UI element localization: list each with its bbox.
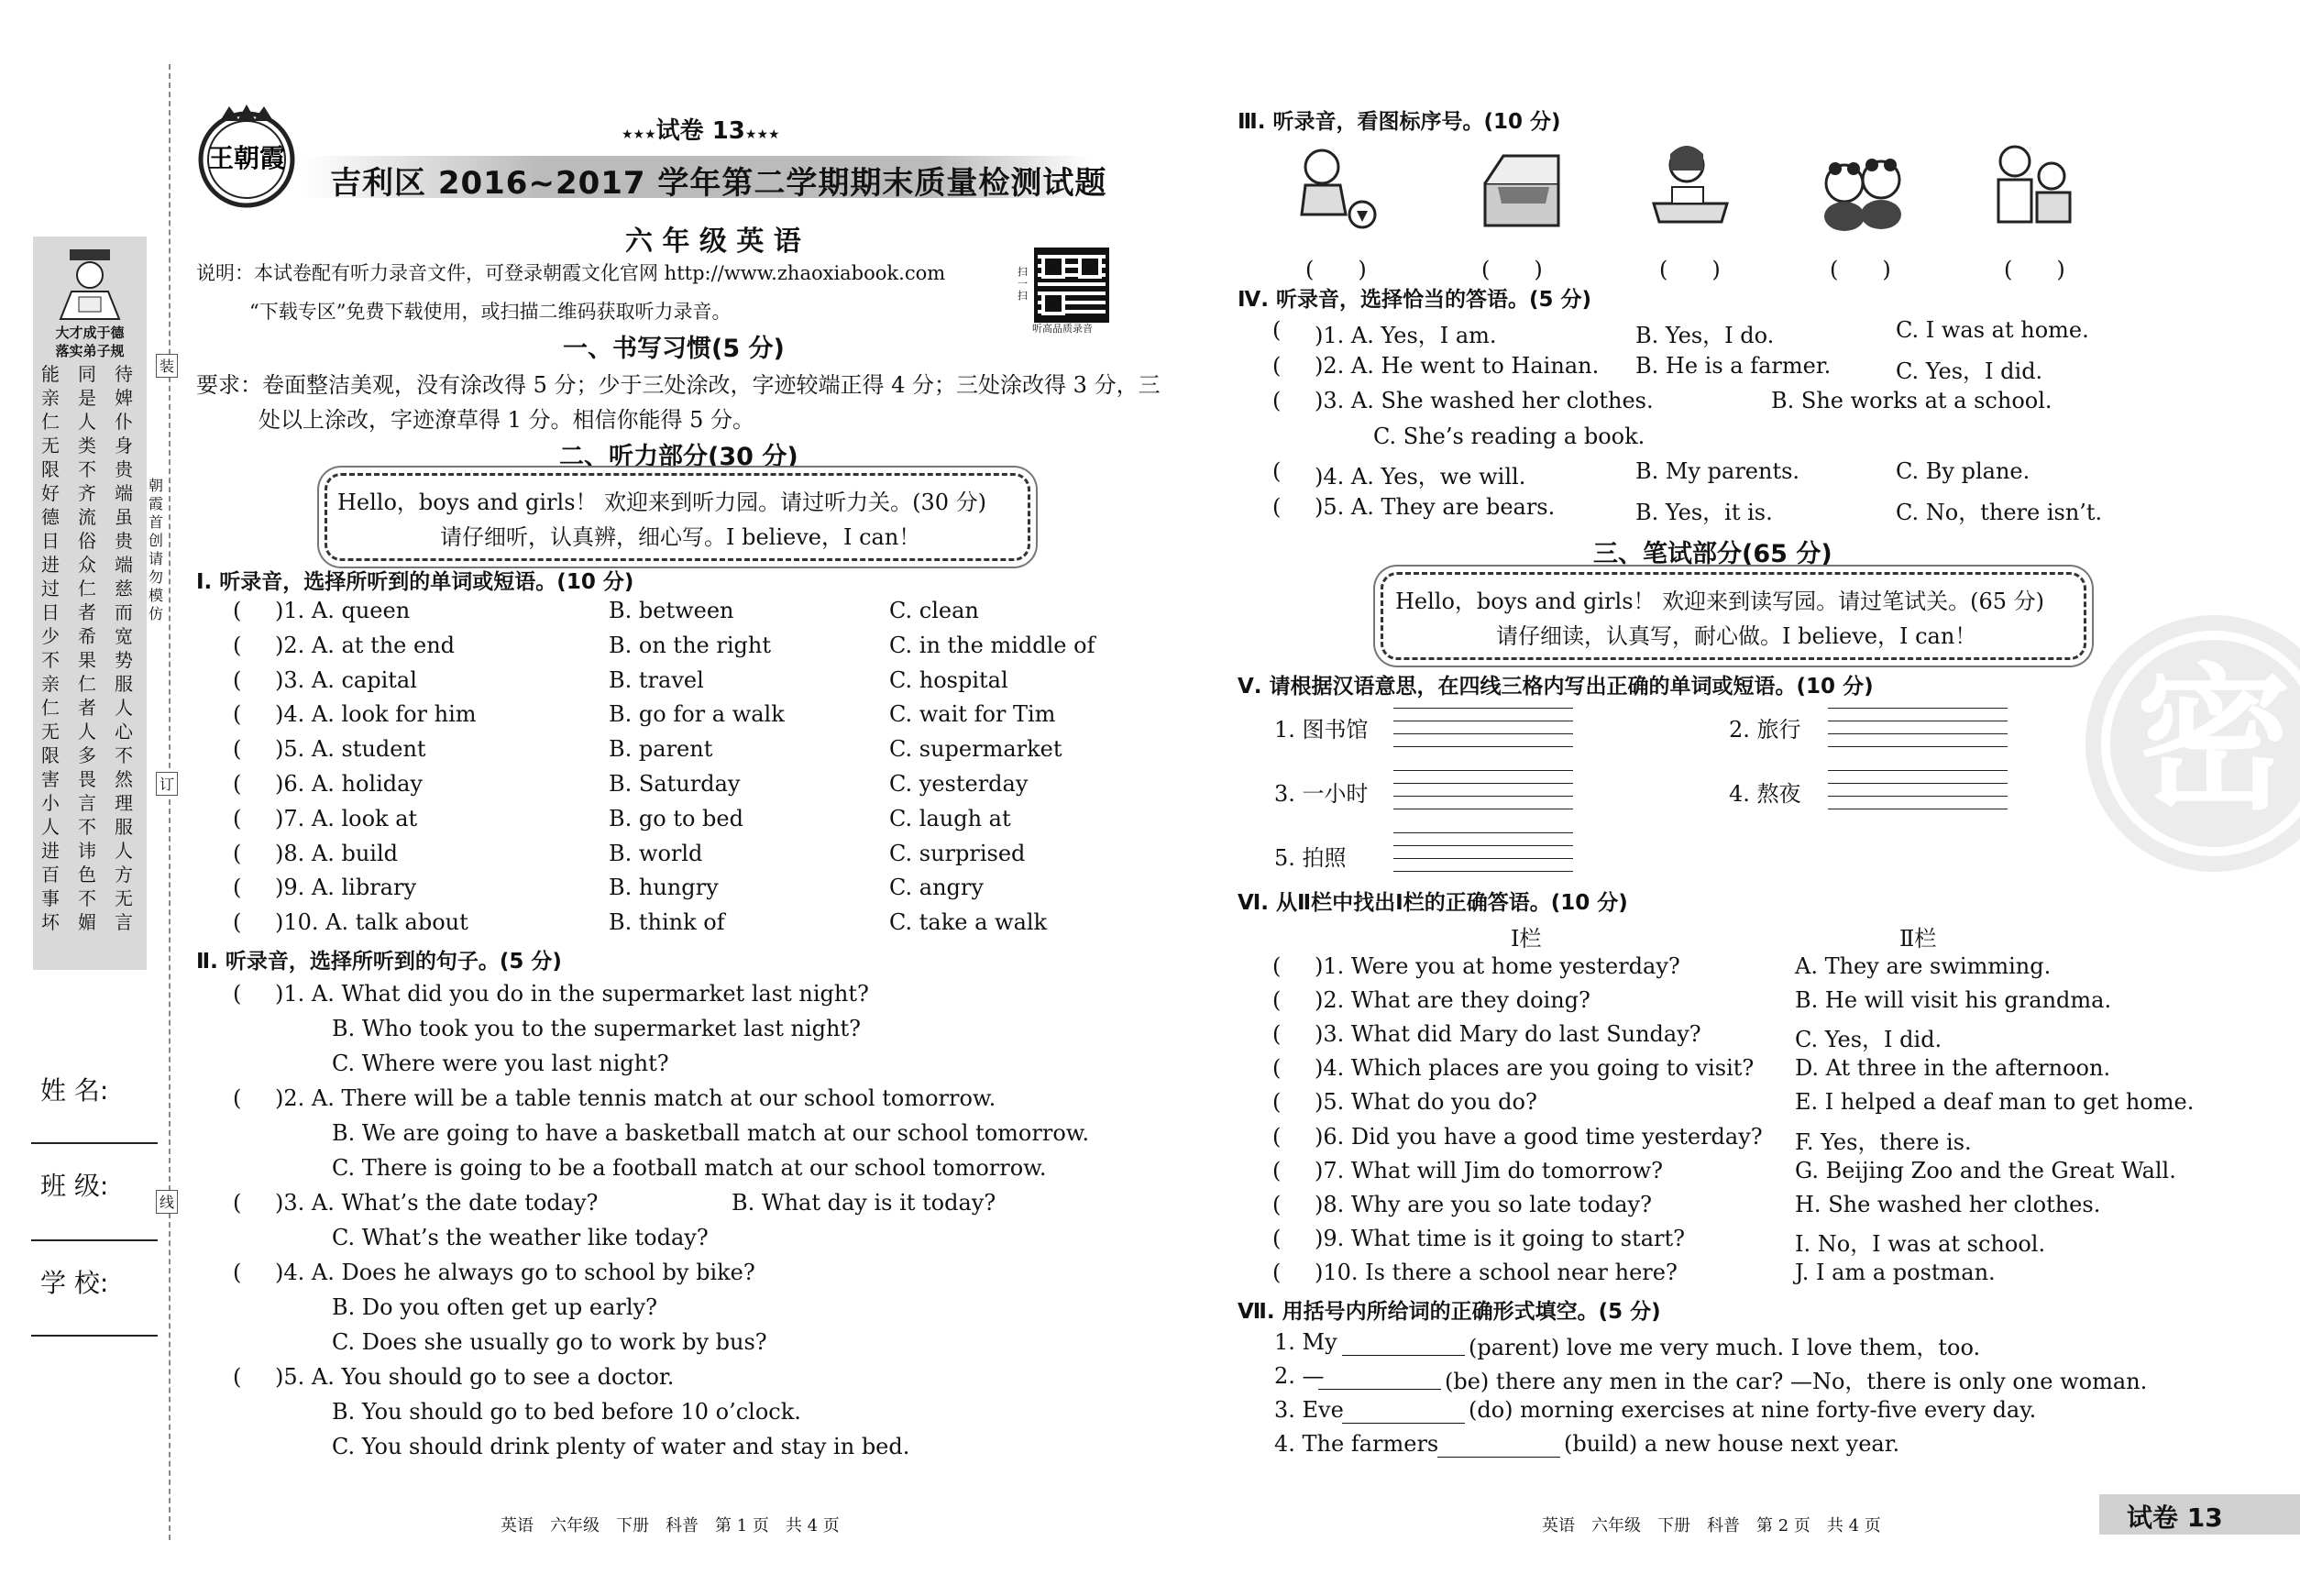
list-item-b: B. Yes，I do. [1635,323,1775,348]
name-field[interactable] [31,1142,158,1144]
note-line-2: “下载专区”免费下载使用，或扫描二维码获取听力录音。 [249,301,732,323]
class-label: 班 级: [40,1171,109,1201]
list-item-b: B. between [609,598,734,623]
binding-strip-text: 朝霞首创 请勿模仿 [149,477,164,622]
part-IV-title: Ⅳ. 听录音，选择恰当的答语。(5 分) [1238,288,1592,312]
subject-title: 六 年 级 英 语 [625,226,801,258]
list-item-a: )4. A. Yes，we will. [1315,464,1526,490]
school-label: 学 校: [40,1268,109,1298]
list-item-num: )2. A. at the end [275,632,456,658]
pandas-picture [1819,143,1910,235]
answer-paren[interactable]: ( [233,598,242,623]
girl-reading-picture [1645,139,1736,231]
watermark-text: 密 [2135,650,2293,831]
answer-paren[interactable]: ( [233,736,242,763]
exam-title: 吉利区 2016~2017 学年第二学期期末质量检测试题 [330,165,1107,202]
list-item-num: )3. A. capital [275,666,417,693]
list-item-num: )1. A. queen [275,598,411,623]
left-page-footer: 英语 六年级 下册 科普 第 1 页 共 4 页 [501,1516,840,1535]
writing-lines-3[interactable] [1393,770,1573,814]
name-label: 姓 名: [40,1075,109,1106]
right-page-footer: 英语 六年级 下册 科普 第 2 页 共 4 页 [1542,1516,1881,1535]
writing-intro-line-2: 请仔细读，认真写，耐心做。I believe，I can！ [1496,623,1977,649]
writing-lines-4[interactable] [1828,770,2008,814]
vocab-prompt-3: 3. 一小时 [1274,781,1369,807]
writing-intro-line-1: Hello，boys and girls！ 欢迎来到读写园。请过笔试关。(65 分) [1395,589,2045,614]
svg-text:王朝霞: 王朝霞 [207,143,286,173]
list-item-b: B. My parents. [1635,458,1800,485]
table-row-q: )10. Is there a school near here? [1315,1259,1678,1285]
answer-paren[interactable]: ( [1272,1123,1282,1150]
writing-lines-5[interactable] [1393,832,1573,876]
list-item-c: C. laugh at [889,805,1011,831]
list-item-b: B. go for a walk [609,701,785,728]
table-row-q: )8. Why are you so late today? [1315,1191,1652,1217]
picture-answer-4[interactable]: ( ) [1830,257,1891,282]
answer-paren[interactable]: ( [1272,388,1282,414]
list-item-c: C. I was at home. [1896,317,2089,343]
answer-paren[interactable]: ( [1272,987,1282,1014]
class-field[interactable] [31,1239,158,1241]
list-item-a: )2. A. He went to Hainan. [1315,352,1600,379]
writing-lines-2[interactable] [1828,708,2008,752]
open-box-picture [1476,147,1568,238]
answer-paren[interactable]: ( [1272,494,1282,520]
answer-paren[interactable]: ( [1272,1055,1282,1082]
paper-tag: ★★★试卷 13★★★ [622,117,780,145]
binding-seal-3: 线 [156,1190,178,1214]
list-item-num: )8. A. build [275,840,399,866]
sidebar-verse-col: 待婢仆身贵端虽贵端慈而宽势服人心不然理服人方无言 [115,363,133,933]
table-row-q: )9. What time is it going to start? [1315,1225,1685,1251]
listening-intro-line-1: Hello，boys and girls！ 欢迎来到听力园。请过听力关。(30 分) [337,490,987,515]
answer-paren[interactable]: ( [1272,953,1282,979]
sidebar-verse-col: 能亲仁无限好德日进过日少不亲仁无限害小人进百事坏 [41,363,60,933]
part-I-title: Ⅰ. 听录音，选择所听到的单词或短语。(10 分) [196,570,634,594]
list-item-b: B. think of [609,909,725,936]
vocab-prompt-1: 1. 图书馆 [1274,717,1369,743]
section-1-text-1: 要求：卷面整洁美观，没有涂改得 5 分；少于三处涂改，字迹较端正得 4 分；三处涂改得 3 分，三 [196,372,1161,398]
list-item-a: C. She’s reading a book. [1373,423,1645,449]
list-item-c: C. angry [889,875,984,901]
list-item-b: B. on the right [609,632,771,658]
table-row-a: C. Yes，I did. [1795,1027,1942,1053]
picture-answer-5[interactable]: ( ) [2004,257,2065,282]
answer-paren[interactable]: ( [1272,1191,1282,1217]
table-row-a: F. Yes，there is. [1795,1128,1972,1155]
column-I-header: Ⅰ栏 [1511,926,1542,952]
list-item-b: B. Saturday [609,771,741,797]
qr-side-label: 扫一扫 [1018,266,1028,302]
answer-paren[interactable]: ( [1272,1259,1282,1285]
part-VI-title: Ⅵ. 从Ⅱ栏中找出Ⅰ栏的正确答语。(10 分) [1238,891,1628,915]
answer-paren[interactable]: ( [233,701,242,728]
table-row-q: )1. Were you at home yesterday? [1315,953,1680,979]
picture-answer-3[interactable]: ( ) [1659,257,1721,282]
answer-paren[interactable]: ( [233,909,242,936]
scholar-figure [51,246,128,321]
list-item-b: B. hungry [609,875,719,901]
fill-blank-1[interactable] [1342,1329,1465,1356]
paper-tag-text: 试卷 13 [655,117,745,145]
sidebar-motto-2: 落实弟子规 [55,343,125,359]
table-row-a: H. She washed her clothes. [1795,1191,2101,1217]
answer-paren[interactable]: ( [233,875,242,901]
list-item-num: )7. A. look at [275,805,418,831]
list-item-b: B. go to bed [609,805,743,831]
section-3-title: 三、笔试部分(65 分) [1593,540,1832,568]
fill-blank-4[interactable] [1437,1431,1560,1458]
list-item-c: C. wait for Tim [889,701,1056,728]
list-item-num: )5. A. student [275,736,426,763]
answer-paren[interactable]: ( [1272,1021,1282,1048]
table-row-q: )2. What are they doing? [1315,987,1590,1014]
list-item-b: B. He is a farmer. [1635,352,1832,379]
part-V-title: Ⅴ. 请根据汉语意思，在四线三格内写出正确的单词或短语。(10 分) [1238,675,1874,699]
section-1-title: 一、书写习惯(5 分) [563,335,785,363]
vocab-prompt-4: 4. 熬夜 [1729,781,1801,807]
binding-seal-1: 装 [156,354,178,378]
vocab-prompt-2: 2. 旅行 [1729,717,1801,743]
listening-intro-line-2: 请仔细听，认真辨，细心写。I believe，I can！ [440,524,921,550]
part-VII-title: Ⅶ. 用括号内所给词的正确形式填空。(5 分) [1238,1300,1661,1324]
answer-paren[interactable]: ( [1272,1089,1282,1116]
list-item-num: )10. A. talk about [275,909,468,936]
list-item-a: )3. A. She washed her clothes. [1315,388,1654,414]
answer-paren[interactable]: ( [233,805,242,831]
list-item-c: C. yesterday [889,771,1029,797]
picture-answer-2[interactable]: ( ) [1481,257,1543,282]
answer-paren[interactable]: ( [233,771,242,797]
list-item-a: )5. A. They are bears. [1315,494,1556,520]
list-item-num: )4. A. look for him [275,701,477,728]
list-item-c: C. hospital [889,666,1008,693]
table-row-a: A. They are swimming. [1795,953,2052,979]
list-item-c: C. No，there isn’t. [1896,500,2103,525]
answer-paren[interactable]: ( [233,840,242,866]
fill-blank-2[interactable] [1318,1363,1441,1390]
school-field[interactable] [31,1335,158,1337]
list-item-b: B. world [609,840,703,866]
list-item-b: B. parent [609,736,713,763]
table-row-q: )7. What will Jim do tomorrow? [1315,1157,1664,1183]
list-item-c: C. in the middle of [889,632,1095,658]
list-item-b: B. She works at a school. [1771,388,2052,414]
table-row-a: G. Beijing Zoo and the Great Wall. [1795,1157,2176,1183]
qr-code[interactable] [1034,248,1109,323]
table-row-a: E. I helped a deaf man to get home. [1795,1089,2195,1116]
note-line-1: 说明：本试卷配有听力录音文件，可登录朝霞文化官网 http://www.zhaoxiabook.com [196,262,946,284]
table-row-q: )4. Which places are you going to visit? [1315,1055,1755,1082]
doctor-patient-picture [1986,139,2077,231]
table-row-a: B. He will visit his grandma. [1795,987,2112,1014]
sidebar-motto-1: 大才成于德 [55,325,125,341]
table-row-a: J. I am a postman. [1795,1259,1996,1285]
boy-soccer-picture [1287,139,1379,231]
answer-paren[interactable]: ( [1272,317,1282,343]
list-item-b: B. travel [609,666,704,693]
list-item-num: )6. A. holiday [275,771,423,797]
publisher-logo [193,103,301,211]
binding-line [169,64,171,1540]
part-II-title: Ⅱ. 听录音，选择所听到的句子。(5 分) [196,950,562,974]
list-item-num: )9. A. library [275,875,417,901]
sidebar-verse-col: 同是人类不齐流俗众仁者希果仁者人多畏言不讳色不媚 [78,363,96,933]
answer-paren[interactable]: ( [1272,352,1282,379]
answer-paren[interactable]: ( [1272,1225,1282,1251]
answer-paren[interactable]: ( [1272,458,1282,485]
fill-blank-3[interactable] [1342,1397,1465,1424]
table-row-q: )6. Did you have a good time yesterday? [1315,1123,1763,1150]
list-item-c: C. surprised [889,840,1026,866]
list-item-c: C. take a walk [889,909,1048,936]
list-item-c: C. clean [889,598,979,623]
answer-paren[interactable]: ( [233,632,242,658]
list-item-b: B. Yes，it is. [1635,500,1773,525]
list-item-a: )1. A. Yes，I am. [1315,323,1497,348]
picture-answer-1[interactable]: ( ) [1305,257,1367,282]
column-II-header: Ⅱ栏 [1899,926,1937,952]
list-item-c: C. Yes，I did. [1896,358,2043,384]
table-row-q: )3. What did Mary do last Sunday? [1315,1021,1701,1048]
answer-paren[interactable]: ( [233,666,242,693]
writing-lines-1[interactable] [1393,708,1573,752]
section-2-title: 二、听力部分(30 分) [559,443,798,471]
table-row-a: I. No，I was at school. [1795,1230,2046,1257]
corner-tag: 试卷 13 [2127,1502,2223,1533]
binding-seal-2: 订 [156,772,178,796]
answer-paren[interactable]: ( [1272,1157,1282,1183]
list-item-c: C. supermarket [889,736,1062,763]
watermark-seal [2081,611,2300,876]
section-1-text-2: 处以上涂改，字迹潦草得 1 分。相信你能得 5 分。 [259,407,755,433]
sidebar-verse-grid [33,362,147,967]
list-item-c: C. By plane. [1896,458,2030,485]
qr-bottom-label: 听高品质录音 [1032,323,1093,335]
vocab-prompt-5: 5. 拍照 [1274,845,1347,871]
part-III-title: Ⅲ. 听录音，看图标序号。(10 分) [1238,110,1561,134]
table-row-a: D. At three in the afternoon. [1795,1055,2111,1082]
table-row-q: )5. What do you do? [1315,1089,1537,1116]
